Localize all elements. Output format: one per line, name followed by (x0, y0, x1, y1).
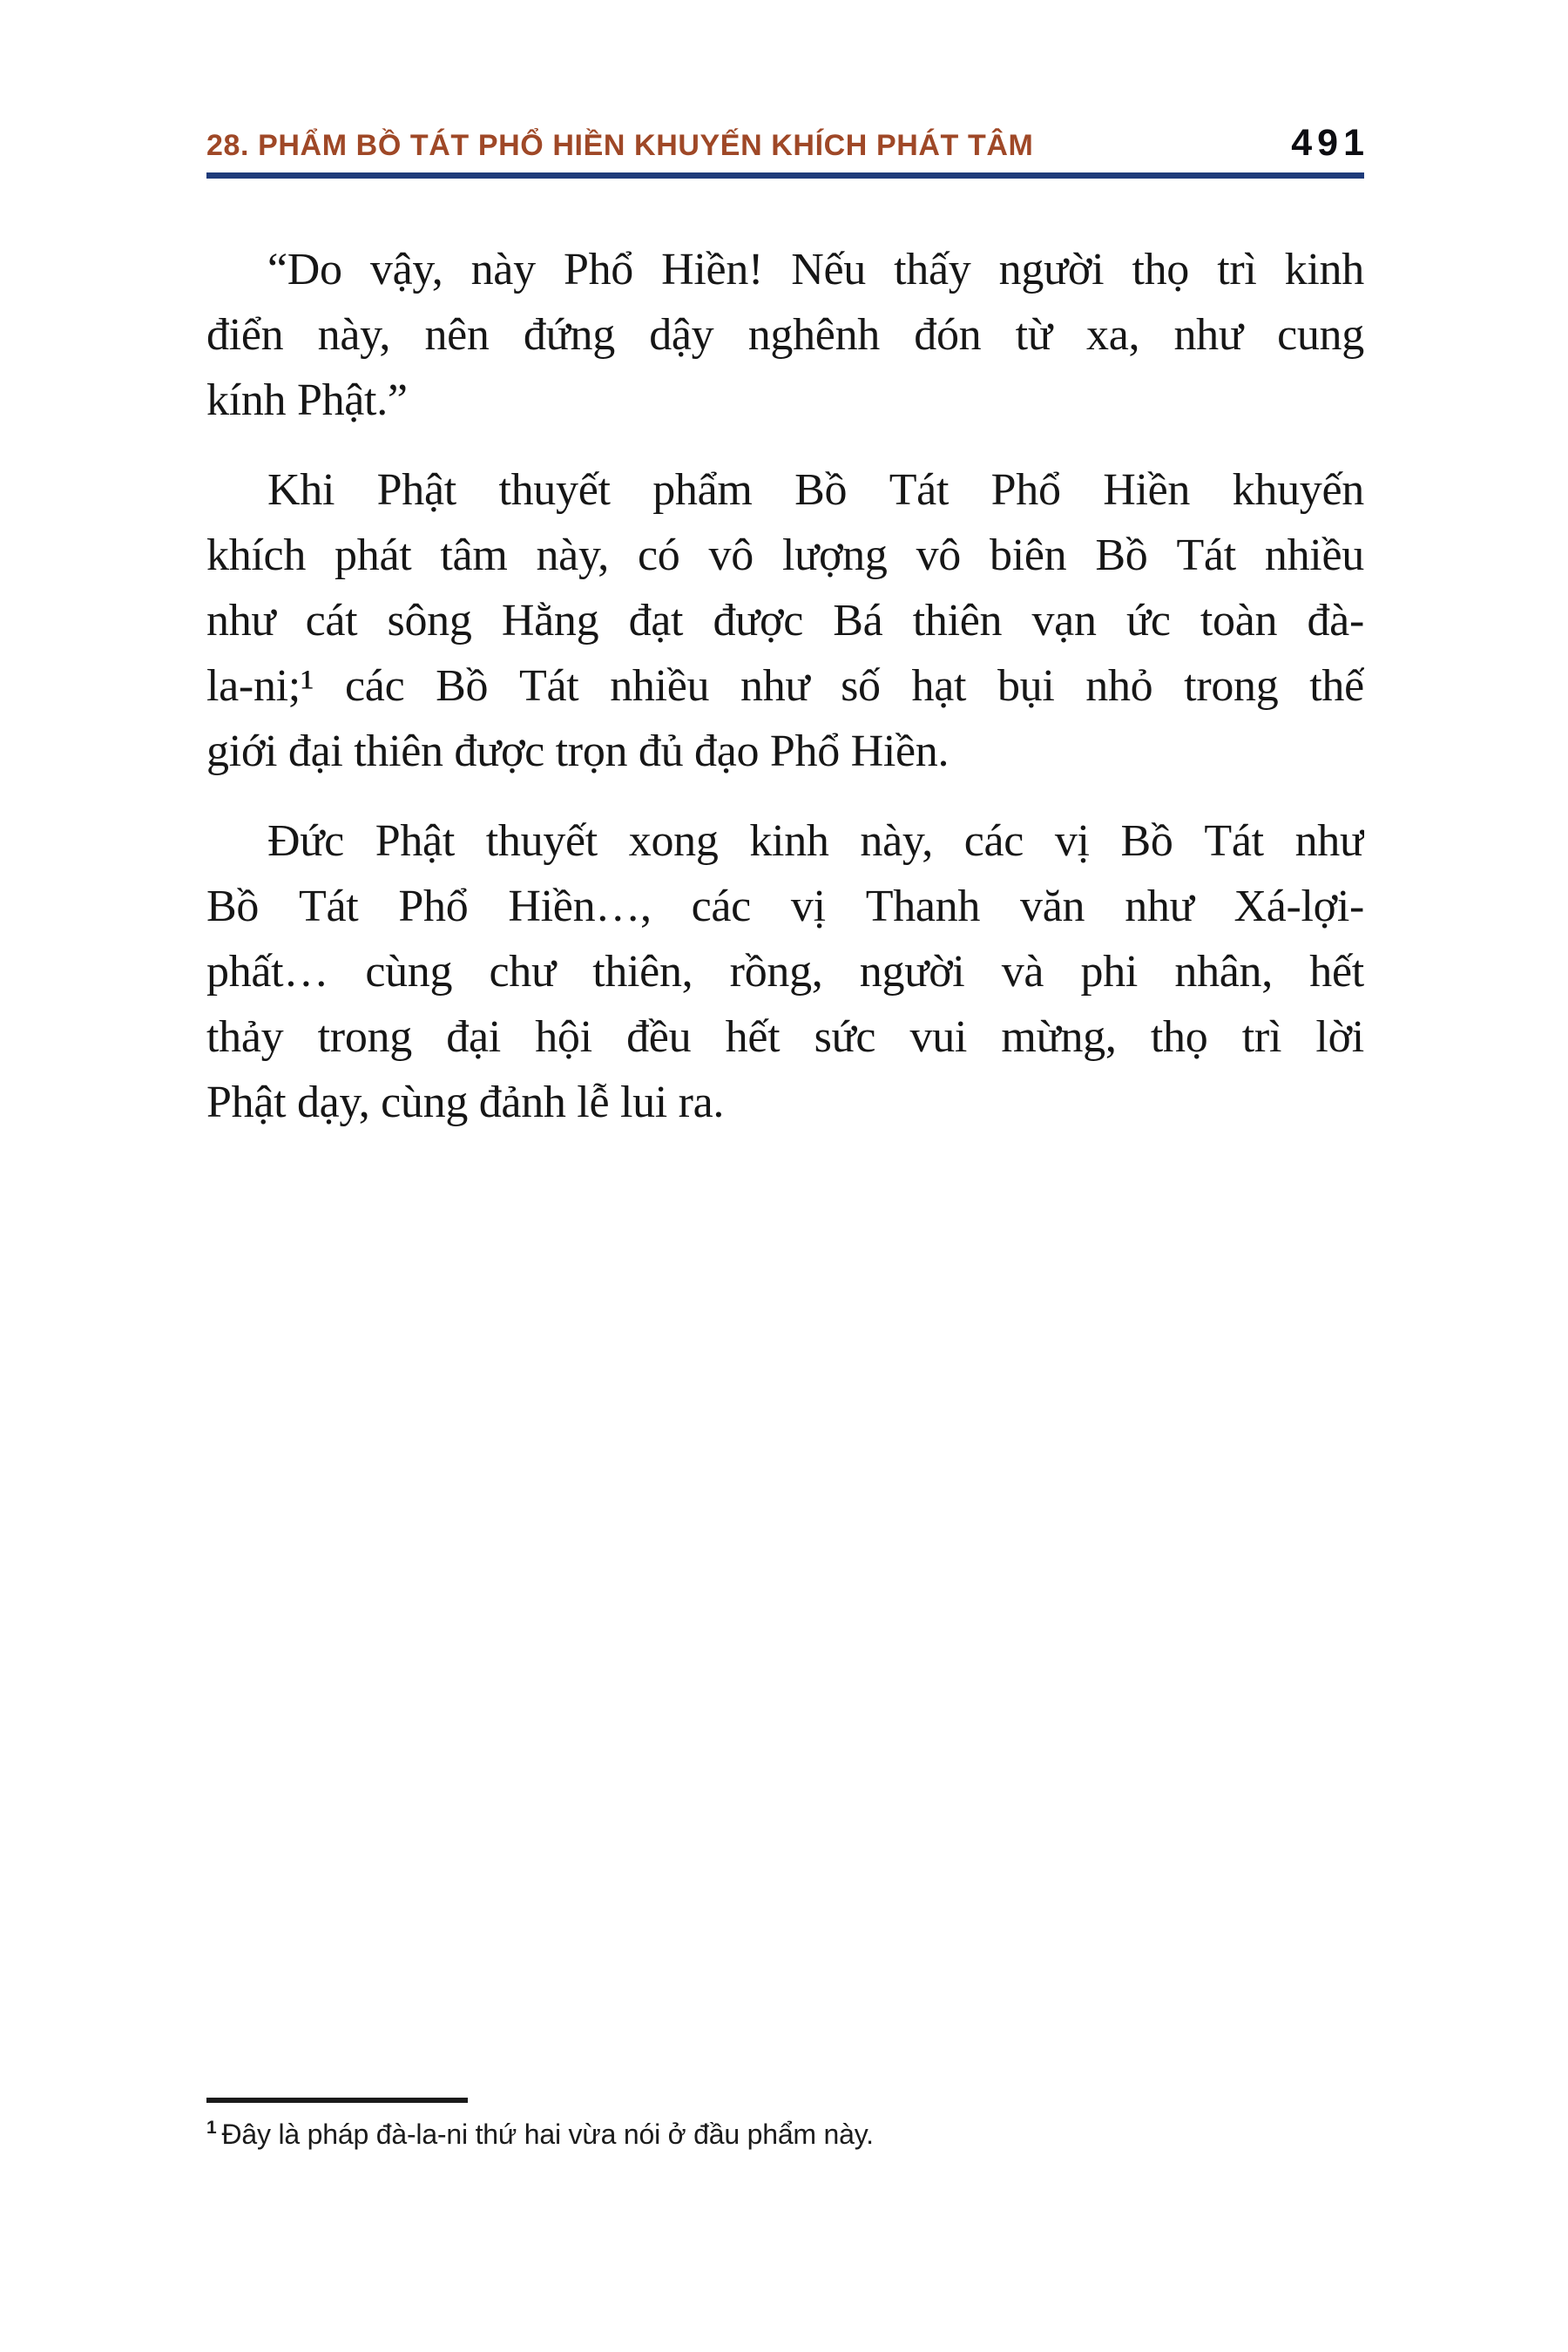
body-line (206, 457, 1364, 523)
word: cát (305, 596, 358, 645)
paragraph (206, 457, 1364, 784)
footnote-text: Đây là pháp đà-la-ni thứ hai vừa nói ở đầu phẩm này. (221, 2119, 874, 2150)
word: người (859, 947, 965, 997)
word: xa, (1086, 310, 1140, 360)
word: Hằng (501, 596, 599, 645)
word: nhân, (1174, 947, 1273, 997)
word: như (1125, 882, 1194, 931)
word: tâm (440, 531, 508, 580)
word: Tát (1176, 531, 1236, 580)
word: chư (489, 947, 556, 997)
word: khuyến (1232, 465, 1364, 515)
word: cung (1277, 310, 1364, 360)
word: Bồ (1120, 816, 1173, 866)
word: cùng (365, 947, 453, 997)
word: từ (1015, 310, 1052, 360)
word: này (470, 245, 536, 294)
word: nhiều (610, 661, 710, 711)
word: Phật (375, 816, 455, 866)
word: có (638, 531, 680, 580)
word: vô (708, 531, 754, 580)
word: này, (317, 310, 391, 360)
word: Tát (1204, 816, 1264, 866)
word: hết (1309, 947, 1364, 997)
word: vui (909, 1012, 968, 1062)
word: khích (206, 531, 307, 580)
word: thế (1309, 661, 1364, 711)
word: sông (387, 596, 472, 645)
word: nhiều (1264, 531, 1364, 580)
word: số (841, 661, 881, 711)
word: như (1173, 310, 1243, 360)
word: trì (1241, 1012, 1282, 1062)
word: Bá (833, 596, 883, 645)
body-line (206, 237, 1364, 302)
footnote-marker: 1 (206, 2118, 217, 2139)
footnote-section (206, 2098, 1364, 2153)
word: mừng, (1001, 1012, 1117, 1062)
word: Hiền! (661, 245, 764, 294)
word: phất… (206, 947, 329, 997)
word: Phổ (563, 245, 633, 294)
word: đà- (1307, 596, 1364, 645)
body-line (206, 939, 1364, 1004)
word: và (1001, 947, 1044, 997)
word: Bồ (206, 882, 260, 931)
body-line: giới đại thiên được trọn đủ đạo Phổ Hiền. (206, 727, 950, 776)
word: Phật (376, 465, 456, 515)
footnote-rule (206, 2098, 468, 2103)
body-line (206, 588, 1364, 653)
header-rule (206, 172, 1364, 179)
word: hội (535, 1012, 592, 1062)
word: các (691, 882, 751, 931)
word: nhỏ (1085, 661, 1153, 711)
word: Bồ (794, 465, 848, 515)
footnote (206, 2115, 1364, 2153)
word: rồng, (729, 947, 823, 997)
word: bụi (997, 661, 1055, 711)
word: dậy (649, 310, 714, 360)
word: trì (1217, 245, 1257, 294)
word: đón (914, 310, 982, 360)
word: Khi (267, 465, 335, 515)
word: Tát (889, 465, 950, 515)
word: Tát (299, 882, 359, 931)
word: thọ (1132, 245, 1190, 294)
word: trong (317, 1012, 412, 1062)
word: hạt (911, 661, 967, 711)
page-number: 491 (1291, 122, 1369, 164)
word: Bồ (1095, 531, 1148, 580)
word: nghênh (747, 310, 880, 360)
word: phát (335, 531, 412, 580)
word: hết (725, 1012, 781, 1062)
word: Phổ (990, 465, 1061, 515)
word: phi (1080, 947, 1139, 997)
word: Đức (267, 816, 344, 866)
word: lời (1315, 1012, 1364, 1062)
word: đứng (523, 310, 615, 360)
chapter-running-head: 28. PHẨM BỒ TÁT PHỔ HIỀN KHUYẾN KHÍCH PHÁT TÂM (206, 129, 1034, 162)
word: biên (990, 531, 1067, 580)
word: Xá-lợi- (1233, 882, 1364, 931)
word: ức (1125, 596, 1171, 645)
word: “Do (267, 245, 342, 294)
word: vạn (1031, 596, 1097, 645)
word: như (1294, 816, 1364, 866)
word: thiên, (592, 947, 693, 997)
word: Phổ (398, 882, 469, 931)
word: xong (628, 816, 719, 866)
paragraph (206, 808, 1364, 1135)
body-line (206, 523, 1364, 588)
body-line: Phật dạy, cùng đảnh lễ lui ra. (206, 1078, 725, 1127)
word: vô (916, 531, 961, 580)
word: thọ (1150, 1012, 1208, 1062)
word: các (963, 816, 1024, 866)
word: kinh (749, 816, 829, 866)
body-text (206, 237, 1364, 1159)
word: như (740, 661, 810, 711)
word: thiên (912, 596, 1003, 645)
paragraph (206, 237, 1364, 433)
word: đại (446, 1012, 501, 1062)
word: này, (536, 531, 609, 580)
word: được (713, 596, 804, 645)
word: văn (1020, 882, 1085, 931)
word: Hiền (1103, 465, 1191, 515)
word: thảy (206, 1012, 284, 1062)
word: vậy, (369, 245, 443, 294)
word: toàn (1200, 596, 1278, 645)
word: đều (626, 1012, 692, 1062)
word: điển (206, 310, 284, 360)
word: như (206, 596, 276, 645)
word: đạt (628, 596, 684, 645)
body-line (206, 874, 1364, 939)
word: vị (1054, 816, 1090, 866)
word: các (345, 661, 405, 711)
word: kinh (1284, 245, 1364, 294)
word: nên (424, 310, 490, 360)
word: người (998, 245, 1105, 294)
word: lượng (781, 531, 888, 580)
body-line (206, 808, 1364, 874)
body-line (206, 302, 1364, 368)
word: trong (1184, 661, 1279, 711)
body-line: kính Phật.” (206, 375, 408, 425)
word: Nếu (791, 245, 866, 294)
word: Tát (519, 661, 579, 711)
body-line (206, 653, 1364, 719)
word: Thanh (865, 882, 981, 931)
word: Bồ (436, 661, 489, 711)
word: này, (860, 816, 933, 866)
word: la-ni;¹ (206, 661, 314, 711)
word: phẩm (652, 465, 753, 515)
word: vị (790, 882, 826, 931)
word: Hiền…, (508, 882, 652, 931)
word: sức (814, 1012, 876, 1062)
word: thuyết (485, 816, 598, 866)
word: thuyết (498, 465, 611, 515)
body-line (206, 1004, 1364, 1070)
page-header (206, 122, 1369, 171)
word: thấy (894, 245, 971, 294)
